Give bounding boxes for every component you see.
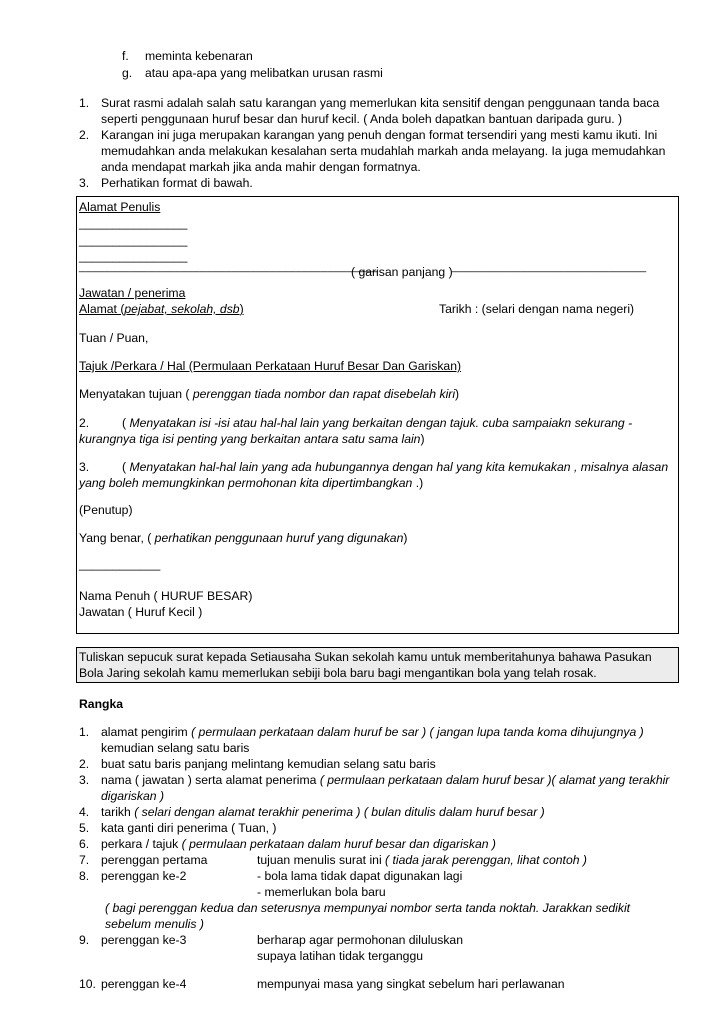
yang-benar: Yang benar, ( perhatikan penggunaan huruf yang digunakan): [79, 531, 408, 545]
nama-penuh: Nama Penuh ( HURUF BESAR): [79, 589, 253, 603]
item-g-text: atau apa-apa yang melibatkan urusan rasmi: [145, 66, 383, 80]
note-1-line2: seperti penggunaan huruf besar dan huruf kecil. ( Anda boleh dapatkan bantuan daripada guru. ): [101, 112, 623, 126]
note-1-num: 1.: [79, 96, 90, 110]
blank-line-3: ________________: [79, 249, 188, 263]
rangka-1-num: 1.: [79, 725, 90, 739]
note-3-line1: Perhatikan format di bawah.: [101, 176, 253, 190]
rangka-8-label: perenggan ke-2: [101, 869, 187, 883]
task-line1: Tuliskan sepucuk surat kepada Setiausaha Sukan sekolah kamu untuk memberitahunya bahawa Pasukan: [79, 650, 652, 664]
note-2-line1: Karangan ini juga merupakan karangan yang penuh dengan format tersendiri yang mesti kamu ikuti. Ini: [101, 128, 658, 142]
rangka-10-desc1: mempunyai masa yang singkat sebelum hari perlawanan: [257, 977, 565, 991]
rangka-2-num: 2.: [79, 757, 90, 771]
long-line-right: _______________________________: [452, 261, 647, 273]
rangka-10-label: perenggan ke-4: [101, 977, 187, 991]
rangka-note-line2: sebelum menulis ): [105, 917, 204, 931]
long-line-left: _______________________________________________: [79, 261, 379, 273]
rangka-4-text: tarikh ( selari dengan alamat terakhir penerima ) ( bulan ditulis dalam huruf besar ): [101, 805, 545, 819]
tuan-puan: Tuan / Puan,: [79, 331, 149, 345]
tarikh: Tarikh : (selari dengan nama negeri): [439, 302, 635, 316]
rangka-title: Rangka: [79, 697, 124, 711]
note-1-line1: Surat rasmi adalah salah satu karangan yang memerlukan kita sensitif dengan penggunaan tanda baca: [101, 96, 660, 110]
note-3-num: 3.: [79, 176, 90, 190]
paragraph-3-num: 3.: [79, 460, 90, 474]
paragraph-2-line1: ( Menyatakan isi -isi atau hal-hal lain yang berkaitan dengan tajuk. cuba sampaiakn sekurang -: [122, 416, 633, 430]
penutup: (Penutup): [79, 503, 133, 517]
tajuk: Tajuk /Perkara / Hal (Permulaan Perkataan Huruf Besar Dan Gariskan): [79, 359, 462, 373]
paragraph-2-line2: kurangnya tiga isi penting yang berkaitan antara satu sama lain): [79, 432, 425, 446]
garisan-panjang: ( garisan panjang ): [351, 265, 453, 279]
rangka-7-desc: tujuan menulis surat ini ( tiada jarak perenggan, lihat contoh ): [257, 853, 587, 867]
rangka-3-cont: digariskan ): [101, 789, 164, 803]
paragraph-2-num: 2.: [79, 416, 90, 430]
note-2-num: 2.: [79, 128, 90, 142]
rangka-8-desc2: - memerlukan bola baru: [257, 885, 386, 899]
rangka-7-num: 7.: [79, 853, 90, 867]
rangka-8-desc1: - bola lama tidak dapat digunakan lagi: [257, 869, 463, 883]
note-2-line2: memudahkan anda melakukan kesalahan serta mudahlah markah anda melayang. Ia juga memudahkan: [101, 144, 666, 158]
item-f-text: meminta kebenaran: [145, 49, 253, 63]
task-line2: Bola Jaring sekolah kamu memerlukan sebiji bola baru bagi mengantikan bola yang telah rosak.: [79, 666, 597, 680]
rangka-5-num: 5.: [79, 821, 90, 835]
alamat-penerima: Alamat (pejabat, sekolah, dsb): [79, 302, 244, 316]
rangka-4-num: 4.: [79, 805, 90, 819]
signature-line: ____________: [79, 557, 161, 571]
paragraph-3-line1: ( Menyatakan hal-hal lain yang ada hubungannya dengan hal yang kita kemukakan , misalnya alasan: [122, 460, 669, 474]
rangka-2-text: buat satu baris panjang melintang kemudian selang satu baris: [101, 757, 436, 771]
blank-line-2: ________________: [79, 233, 188, 247]
rangka-10-num: 10.: [79, 977, 96, 991]
rangka-3-text: nama ( jawatan ) serta alamat penerima ( permulaan perkataan dalam huruf besar )( alamat yang terakhir: [101, 773, 670, 787]
rangka-9-label: perenggan ke-3: [101, 933, 187, 947]
rangka-3-num: 3.: [79, 773, 90, 787]
rangka-1-cont: kemudian selang satu baris: [101, 741, 250, 755]
rangka-note-line1: ( bagi perenggan kedua dan seterusnya mempunyai nombor serta tanda noktah. Jarakkan sedikit: [105, 901, 631, 915]
rangka-5-text: kata ganti diri penerima ( Tuan, ): [101, 821, 277, 835]
rangka-9-num: 9.: [79, 933, 90, 947]
rangka-9-desc1: berharap agar permohonan diluluskan: [257, 933, 463, 947]
item-g-mark: g.: [122, 66, 133, 80]
rangka-7-label: perenggan pertama: [101, 853, 208, 867]
rangka-8-num: 8.: [79, 869, 90, 883]
rangka-9-desc2: supaya latihan tidak terganggu: [257, 949, 424, 963]
rangka-6-num: 6.: [79, 837, 90, 851]
note-2-line3: anda mendapat markah jika anda mahir dengan formatnya.: [101, 160, 421, 174]
rangka-6-text: perkara / tajuk ( permulaan perkataan dalam huruf besar dan digariskan ): [101, 837, 496, 851]
paragraph-1: Menyatakan tujuan ( perenggan tiada nombor dan rapat disebelah kiri): [79, 387, 460, 401]
rangka-1-text: alamat pengirim ( permulaan perkataan dalam huruf be sar ) ( jangan lupa tanda koma dihujungnya ): [101, 725, 644, 739]
item-f-mark: f.: [122, 49, 129, 63]
jawatan-penerima: Jawatan / penerima: [79, 286, 186, 300]
blank-line-1: ________________: [79, 216, 188, 230]
jawatan-kecil: Jawatan ( Huruf Kecil ): [79, 605, 203, 619]
paragraph-3-line2: yang boleh memungkinkan permohonan kita dipertimbangkan .): [79, 476, 424, 490]
alamat-penulis: Alamat Penulis: [79, 200, 161, 214]
